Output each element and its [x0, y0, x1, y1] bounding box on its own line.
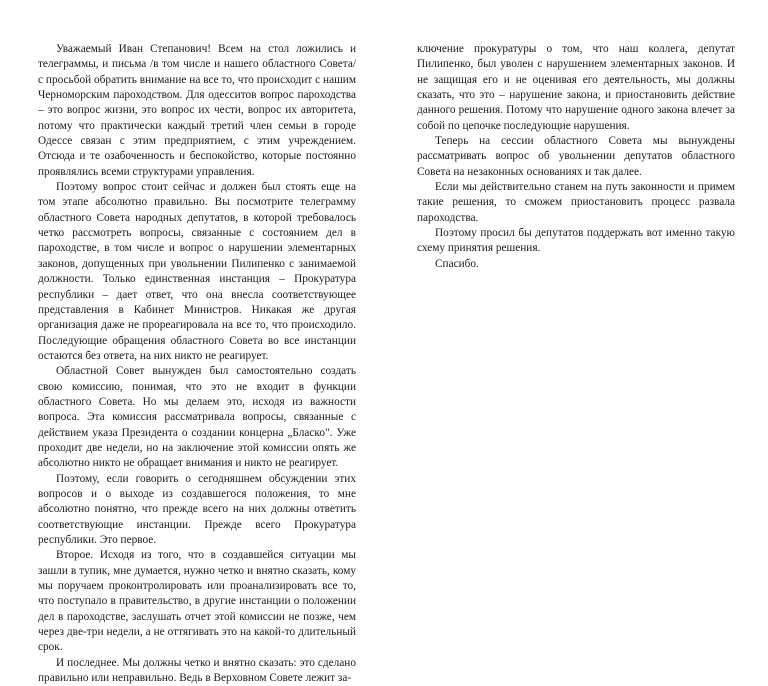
paragraph: Поэтому вопрос стоит сейчас и должен был стоять еще на том этапе абсолютно правильно. Вы посмотрите телеграмму областного Совета народных депутатов, в которой требовалось четко рассмотреть вопросы, связанные с состоянием дел в пароходстве, в том числе и вопрос о нарушении элементарных законов, допущенных при увольнении Пилипенко с занимаемой должности. Только единственная инстанция – Прокуратура республики – дает ответ, что она внесла соответствующее представления в Кабинет Министров. Никакая же другая организация даже не прореагировала на все то, что происходило. Последующие обращения областного Совета во все инстанции остаются без ответа, на них никто не реагирует.: [38, 181, 356, 362]
paragraph-continuation: ключение прокуратуры о том, что наш коллега, депутат Пилипенко, был уволен с нарушением элементарных законов. И не защищая его и не оценивая его деятельность, мы должны сказать, что это – нарушение закона, и приостановить действие данного решения. Потому что нарушение одного закона влечет за собой по цепочке последующие нарушения.: [417, 43, 735, 132]
paragraph: Второе. Исходя из того, что в создавшейся ситуации мы зашли в тупик, мне думается, нужно четко и внятно сказать, кому мы поручаем проконтролировать или проанализировать все то, что поступало в правительство, в другие инстанции о положении дел в пароходстве, заслушать отчет этой комиссии не позже, чем через две-три недели, а не оттягивать это на какой-то длительный срок.: [38, 549, 356, 654]
paragraph: Теперь на сессии областного Совета мы вынуждены рассматривать вопрос об увольнении депутатов областного Совета на незаконных основаниях и так далее.: [417, 135, 735, 178]
paragraph: Поэтому просил бы депутатов поддержать вот именно такую схему принятия решения.: [417, 227, 735, 255]
paragraph: Если мы действительно станем на путь законности и примем такие решения, то сможем приостановить процесс развала пароходства.: [417, 181, 735, 224]
paragraph: Поэтому, если говорить о сегодняшнем обсуждении этих вопросов и о выходе из создавшегося положения, то мне абсолютно понятно, что прежде всего на них должны ответить соответствующие инстанции. Прежде всего Прокуратура республики. Это первое.: [38, 472, 356, 546]
paragraph: Областной Совет вынужден был самостоятельно создать свою комиссию, понимая, что это не входит в функции областного Совета. Но мы делаем это, исходя из важности вопроса. Эта комиссия рассматривала вопросы, связанные с действием указа Президента о создании концерна „Бласко". Уже проходит две недели, но на заключение этой комиссии опять же абсолютно никто не обращает внимания и никто не реагирует.: [38, 365, 356, 470]
paragraph: И последнее. Мы должны четко и внятно сказать: это сделано правильно или неправильно. Ведь в Верховном Совете лежит за-: [38, 656, 356, 685]
paragraph: Уважаемый Иван Степанович! Всем на стол ложились и телеграммы, и письма /в том числе и нашего областного Совета/ с просьбой обратить внимание на все то, что происходит с нашим Черноморским пароходством. Для одесситов вопрос пароходства – это вопрос жизни, это вопрос их чести, вопрос их авторитета, потому что практически каждый третий член семьи в городе Одессе связан с этим предприятием, с этим учреждением. Отсюда и те озабоченность и беспокойство, которые постоянно проявлялись всеми структурами управления.: [38, 43, 356, 178]
right-page: [417, 42, 735, 272]
paragraph: Спасибо.: [435, 257, 479, 270]
left-page: [38, 42, 356, 686]
